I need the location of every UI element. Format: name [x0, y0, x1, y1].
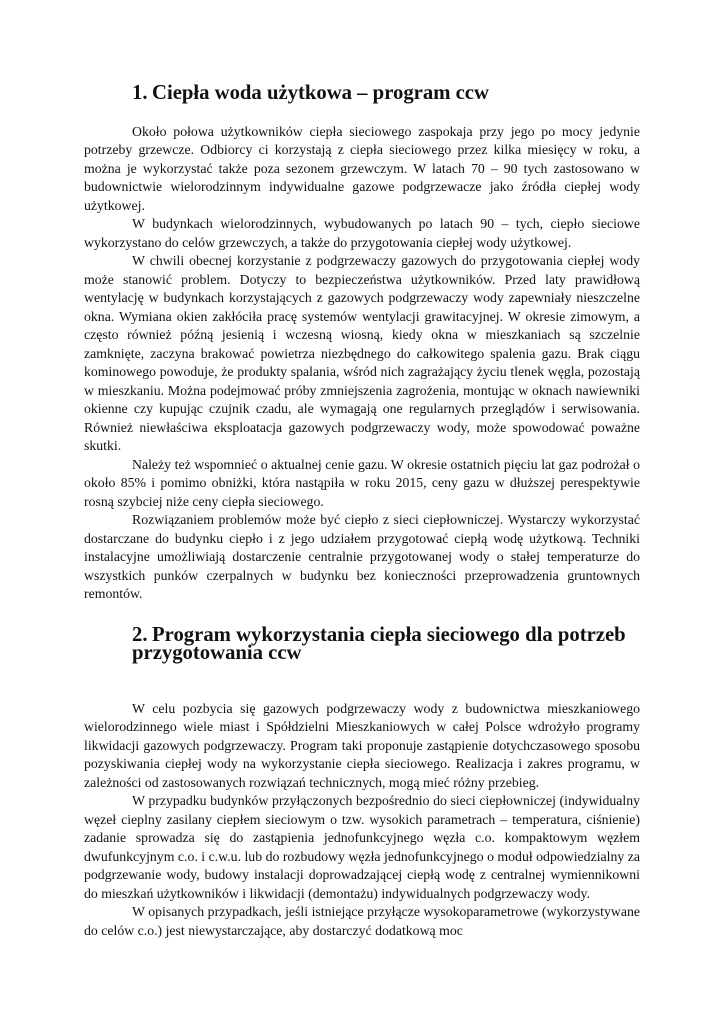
section-2-paragraph-2: W przypadku budynków przyłączonych bezpośrednio do sieci ciepłowniczej (indywidualny węzeł cieplny zasilany ciepłem sieciowym o tzw. wysokich parametrach – temperatura, ciśnienie) zadanie sprowadza się do zastąpienia jednofunkcyjnego węzła c.o. kompaktowym węzłem dwufunkcyjnym c.o. i c.w.u. lub do rozbudowy węzła jednofunkcyjnego o moduł odpowiedzialny za podgrzewanie wody, budowy instalacji doprowadzającej ciepłą wodę z centralnej wymiennikowni do mieszkań użytkowników i likwidacji (demontażu) indywidualnych podgrzewaczy wody. [84, 793, 640, 901]
section-1-paragraph-5: Rozwiązaniem problemów może być ciepło z sieci ciepłowniczej. Wystarczy wykorzystać dostarczane do budynku ciepło i z jego udziałem przygotować ciepłą wodę użytkową. Techniki instalacyjne umożliwiają dostarczenie centralnie przygotowanej wody o stałej temperaturze do wszystkich punków czerpalnych w budynku bez konieczności przeprowadzenia gruntownych remontów. [84, 512, 640, 601]
section-2-title: Program wykorzystania ciepła sieciowego dla potrzeb przygotowania ccw [132, 623, 626, 664]
section-1-paragraph-4: Należy też wspomnieć o aktualnej cenie gazu. W okresie ostatnich pięciu lat gaz podrożał o około 85% i pomimo obniżki, która nastąpiła w roku 2015, ceny gazu w dłuższej perespektywie rosną szybciej niże ceny ciepła sieciowego. [84, 456, 640, 509]
section-1-heading [84, 84, 640, 103]
section-1-paragraph-2: W budynkach wielorodzinnych, wybudowanych po latach 90 – tych, ciepło sieciowe wykorzystano do celów grzewczych, a także do przygotowania ciepłej wody użytkowej. [84, 216, 640, 250]
section-1-title: Ciepła woda użytkowa – program ccw [152, 82, 489, 104]
section-2-paragraph-3: W opisanych przypadkach, jeśli istniejące przyłącze wysokoparametrowe (wykorzystywane do celów c.o.) jest niewystarczające, aby dostarczyć dodatkową moc [84, 904, 640, 938]
section-2-paragraph-1: W celu pozbycia się gazowych podgrzewaczy wody z budownictwa mieszkaniowego wielorodzinnego wiele miast i Spółdzielni Mieszkaniowych w całej Polsce wdrożyło programy likwidacji gazowych podgrzewaczy. Program taki proponuje zastąpienie dotychczasowego sposobu pozyskiwania ciepłej wody na wykorzystanie ciepła sieciowego. Realizacja i zakres programu, w zależności od zastosowanych rozwiązań technicznych, mogą mieć różny przebieg. [84, 700, 640, 790]
section-1-paragraph-1: Około połowa użytkowników ciepła sieciowego zaspokaja przy jego po mocy jedynie potrzeby grzewcze. Odbiorcy ci korzystają z ciepła sieciowego przez kilka miesięcy w roku, a można je wykorzystać także poza sezonem grzewczym. W latach 70 – 90 tych zastosowano w budownictwie wielorodzinnym indywidualne gazowe podgrzewacze jako źródła ciepłej wody użytkowej. [84, 123, 640, 213]
section-1-number: 1. [132, 82, 148, 104]
section-2-heading [84, 623, 640, 664]
section-1-paragraph-3: W chwili obecnej korzystanie z podgrzewaczy gazowych do przygotowania ciepłej wody może stanowić problem. Dotyczy to bezpieczeństwa użytkowników. Przed laty prawidłową wentylację w budynkach korzystających z gazowych podgrzewaczy wody zapewniały nieszczelne okna. Wymiana okien zakłóciła pracę systemów wentylacji grawitacyjnej. W okresie zimowym, a często również późną jesienią i wczesną wiosną, kiedy okna w mieszkaniach są szczelnie zamknięte, zaczyna brakować powietrza niezbędnego do całkowitego spalenia gazu. Brak ciągu kominowego powoduje, że produkty spalania, wśród nich zagrażający życiu tlenek węgla, pozostają w mieszkaniu. Można podejmować próby zmniejszenia zagrożenia, montując w oknach nawiewniki okienne czy kupując czujnik czadu, ale wymagają one regularnych przeglądów i serwisowania. Również niewłaściwa eksploatacja gazowych podgrzewaczy wody, może spowodować poważne skutki. [84, 253, 640, 453]
section-2-number: 2. [132, 623, 148, 646]
document-page [84, 84, 640, 940]
